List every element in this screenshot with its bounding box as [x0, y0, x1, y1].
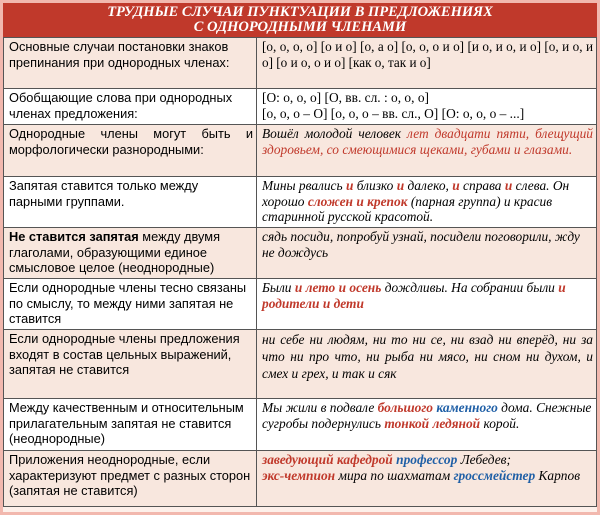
page-title: [3, 3, 597, 37]
example-text: Были: [262, 280, 295, 295]
example-cell: [о, о, о, о] [о и о] [о, а о] [о, о, о и о] [и о, и о, и о] [о, и о, и о] [о и о, о и о] [как о, так и о]: [257, 38, 597, 89]
highlight-red: тонкой: [384, 415, 430, 431]
rule-cell: Если однородные члены предложения входят в состав цельных выражений, запятая не ставится: [4, 330, 257, 399]
highlight-red: и: [345, 178, 354, 193]
example-text: дождливы. На собрании были: [381, 280, 559, 295]
example-text: близко: [353, 178, 397, 193]
example-line: [О: о, о, о] [О, вв. сл. : о, о, о]: [262, 90, 429, 105]
highlight-blue: гроссмейстер: [453, 467, 536, 483]
rule-cell: Если однородные члены тесно связаны по смыслу, то между ними запятая не ставится: [4, 279, 257, 330]
example-text: далеко,: [404, 178, 453, 193]
example-text: Лебедев;: [457, 452, 511, 467]
highlight-red: ледяной: [432, 415, 481, 431]
rule-cell: Приложения неоднородные, если характеризуют предмет с разных сторон (запятая не ставится): [4, 451, 257, 507]
example-cell: [257, 279, 597, 330]
highlight-red: заведующий кафедрой: [262, 452, 393, 467]
title-line-1: ТРУДНЫЕ СЛУЧАИ ПУНКТУАЦИИ В ПРЕДЛОЖЕНИЯХ: [107, 4, 493, 20]
rule-cell: Однородные члены могут быть и морфологически разнородными:: [4, 125, 257, 177]
example-text: дома. Снежные сугробы подернулись: [262, 400, 592, 431]
example-cell: [257, 177, 597, 228]
rule-cell: Обобщающие слова при однородных членах предложения:: [4, 89, 257, 125]
example-text: справа: [459, 178, 505, 193]
table-row: [4, 89, 597, 125]
highlight-red: экс-чемпион: [262, 467, 336, 483]
highlight-red: лет двадцати пяти, блещущий здоровьем, со смеющимися щеками, губами и глазами.: [262, 126, 593, 157]
highlight-blue: профессор: [396, 452, 458, 467]
table-row: [4, 125, 597, 177]
rules-table: [3, 37, 597, 507]
example-text: Мы жили в подвале: [262, 400, 378, 415]
example-text: мира по шахматам: [335, 467, 454, 483]
table-row: [4, 177, 597, 228]
table-row: [4, 451, 597, 507]
rule-cell: Запятая ставится только между парными группами.: [4, 177, 257, 228]
example-cell: сядь посиди, попробуй узнай, посидели поговорили, жду не дождусь: [257, 228, 597, 279]
highlight-red: сложен и крепок: [307, 193, 408, 209]
table-row: [4, 228, 597, 279]
highlight-red: и родители и дети: [262, 280, 566, 311]
example-line: [о, о, о – О] [о, о, о – вв. сл., О] [О: о, о, о – ...]: [262, 105, 525, 121]
highlight-red: и: [504, 178, 513, 193]
rule-text: между двумя глаголами, образующими единое смысловое целое (неоднородные): [9, 229, 221, 275]
example-text: Мины рвались: [262, 178, 346, 193]
highlight-red: и: [396, 178, 405, 193]
highlight-red: большого: [377, 400, 433, 415]
example-text: Вошёл молодой человек: [262, 126, 408, 141]
example-cell: [257, 125, 597, 177]
rule-cell: [4, 228, 257, 279]
example-text: слева. Он хорошо: [262, 178, 570, 209]
highlight-red: и: [452, 178, 460, 193]
table-row: [4, 279, 597, 330]
example-cell: [257, 89, 597, 125]
example-cell: ни себе ни людям, ни то ни се, ни взад ни вперёд, ни за что ни про что, ни рыба ни мясо, ни сном ни духом, и смех и грех, и так и сяк: [257, 330, 597, 399]
example-text: Карпов: [535, 467, 581, 483]
rule-cell: Основные случаи постановки знаков препинания при однородных членах:: [4, 38, 257, 89]
example-text: корой.: [480, 415, 520, 431]
highlight-red: и лето и осень: [294, 280, 382, 295]
highlight-blue: каменного: [436, 400, 498, 415]
table-row: [4, 399, 597, 451]
example-cell: [257, 399, 597, 451]
rule-cell: Между качественным и относительным прилагательным запятая не ставится (неоднородные): [4, 399, 257, 451]
table-row: [4, 38, 597, 89]
rule-bold-text: Не ставится запятая: [9, 229, 139, 244]
example-cell: [257, 451, 597, 507]
example-text: (парная группа) и красив старинной русской красотой.: [262, 193, 553, 224]
title-line-2: С ОДНОРОДНЫМИ ЧЛЕНАМИ: [193, 19, 407, 35]
table-row: [4, 330, 597, 399]
